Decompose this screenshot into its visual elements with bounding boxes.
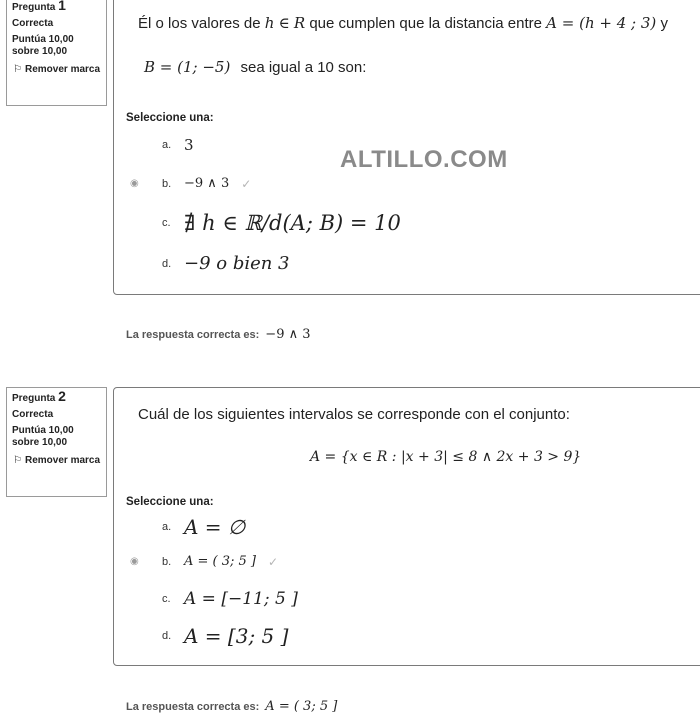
question-1-state: Correcta xyxy=(12,18,54,29)
checkmark-icon: ✓ xyxy=(268,554,279,569)
question-2-text-line1: Cuál de los siguientes intervalos se corresponde con el conjunto: xyxy=(138,406,570,423)
question-1-option-b[interactable]: ◉ b. −9 ∧ 3 ✓ xyxy=(130,176,252,191)
question-2-number: Pregunta 2 xyxy=(12,388,66,404)
question-2-option-d[interactable]: d. A = [3; 5 ] xyxy=(162,624,289,648)
question-2-grade: Puntúa 10,00 sobre 10,00 xyxy=(12,425,74,448)
question-2-state: Correcta xyxy=(12,409,54,420)
question-2-option-b[interactable]: ◉ b. A = ( 3; 5 ] ✓ xyxy=(130,554,279,569)
question-2-correct-answer: La respuesta correcta es: A = ( 3; 5 ] xyxy=(126,699,338,714)
checkmark-icon: ✓ xyxy=(241,176,252,191)
question-2-text-line2: A = {x ∈ R : |x + 3| ≤ 8 ∧ 2x + 3 > 9} xyxy=(310,449,582,465)
watermark-text: ALTILLO.COM xyxy=(340,146,508,173)
question-1-info xyxy=(6,0,107,106)
flag-icon: ⚐ xyxy=(13,64,22,75)
question-2-flag-toggle[interactable]: ⚐ Remover marca xyxy=(13,455,101,466)
question-1-text-line1: Él o los valores de h ∈ R que cumplen que la distancia entre A = (h + 4 ; 3) y xyxy=(138,14,668,32)
question-2-info xyxy=(6,387,107,497)
question-1-text-line2: B = (1; −5) sea igual a 10 son: xyxy=(144,58,367,76)
question-1-flag-toggle[interactable]: ⚐ Remover marca xyxy=(13,64,101,75)
question-2-content xyxy=(113,387,700,666)
question-1-correct-answer: La respuesta correcta es: −9 ∧ 3 xyxy=(126,327,311,342)
flag-icon: ⚐ xyxy=(13,455,22,466)
select-one-label: Seleccione una: xyxy=(126,112,214,124)
question-2-option-a[interactable]: a. A = ∅ xyxy=(162,515,246,539)
radio-selected-icon[interactable]: ◉ xyxy=(130,178,139,189)
select-one-label: Seleccione una: xyxy=(126,496,214,508)
question-1-option-a[interactable]: a. 3 xyxy=(162,136,194,154)
question-2-option-c[interactable]: c. A = [−11; 5 ] xyxy=(162,589,298,609)
question-1-number: Pregunta 1 xyxy=(12,0,66,13)
question-1-grade: Puntúa 10,00 sobre 10,00 xyxy=(12,34,74,57)
question-1-option-d[interactable]: d. −9 o bien 3 xyxy=(162,253,290,274)
radio-selected-icon[interactable]: ◉ xyxy=(130,556,139,567)
question-1-option-c[interactable]: c. ∄ h ∈ ℝ/d(A; B) = 10 xyxy=(162,211,401,235)
